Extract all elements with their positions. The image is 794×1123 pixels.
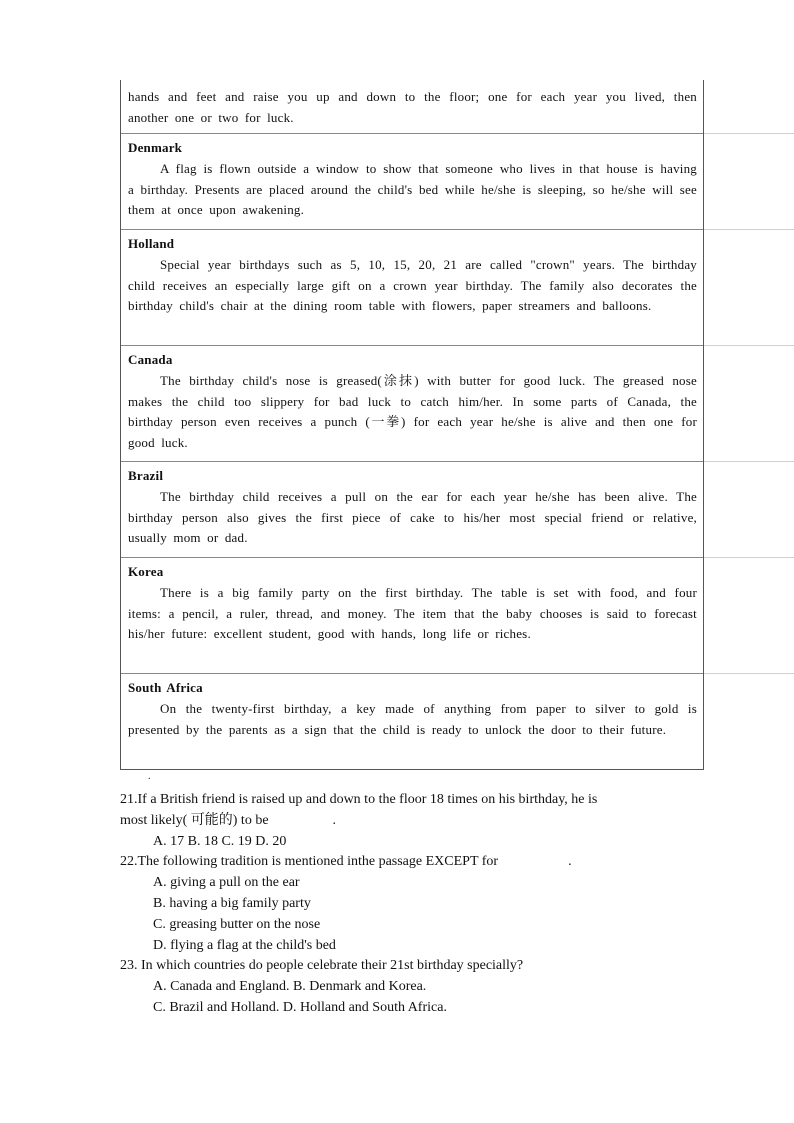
table-cell xyxy=(121,673,703,769)
table-cell xyxy=(121,80,703,133)
country-text: On the twenty-first birthday, a key made of anything from paper to silver to gold is presented by the parents as a sign that the child is ready to unlock the door to their future. xyxy=(128,700,697,737)
table-cell xyxy=(121,229,703,345)
table-cell xyxy=(121,461,703,557)
stray-dot: . xyxy=(148,771,151,782)
country-text: Special year birthdays such as 5, 10, 15, 20, 21 are called "crown" years. The birthday child receives an especially large gift on a crown year birthday. The family also decorates the birthday child's chair at the dining room table with flowers, paper streamers and balloons. xyxy=(128,256,697,314)
table-cell xyxy=(121,133,703,229)
table-cell xyxy=(121,557,703,673)
country-name: Korea xyxy=(128,564,164,579)
table-extension-line xyxy=(702,557,794,674)
question-21-line-1: 21.If a British friend is raised up and down to the floor 18 times on his birthday, he is xyxy=(120,792,598,807)
country-text: hands and feet and raise you up and down to the floor; one for each year you lived, then another one or two for luck. xyxy=(128,89,697,125)
table-extension-line xyxy=(702,133,794,230)
table-extension-line xyxy=(702,80,794,134)
country-text: The birthday child receives a pull on the ear for each year he/she has been alive. The birthday person also gives the first piece of cake to his/her most special friend or relative, usually mom or dad. xyxy=(128,488,697,546)
question-23-option: A. Canada and England. B. Denmark and Korea. xyxy=(153,979,427,995)
question-23-option: C. Brazil and Holland. D. Holland and South Africa. xyxy=(153,999,447,1015)
question-22-option: A. giving a pull on the ear xyxy=(153,875,300,891)
birthday-traditions-table xyxy=(120,80,704,770)
question-21-line-2: most likely( 可能的) to be . xyxy=(120,812,337,828)
country-name: South Africa xyxy=(128,680,203,695)
country-text: There is a big family party on the first birthday. The table is set with food, and four items: a pencil, a ruler, thread, and money. The item that the baby chooses is said to forecast his/her future: excellent student, good with hands, long life or riches. xyxy=(128,584,697,642)
country-name: Canada xyxy=(128,352,173,367)
questions-section xyxy=(120,790,680,1019)
table-extension-line xyxy=(702,229,794,346)
table-cell xyxy=(121,345,703,461)
table-extension-line xyxy=(702,461,794,558)
country-name: Denmark xyxy=(128,140,183,155)
question-23: 23. In which countries do people celebrate their 21st birthday specially? xyxy=(120,958,524,974)
question-22-option: D. flying a flag at the child's bed xyxy=(153,937,336,953)
question-22-option: B. having a big family party xyxy=(153,895,311,911)
country-name: Holland xyxy=(128,236,175,251)
question-21-options: A. 17 B. 18 C. 19 D. 20 xyxy=(153,833,287,849)
country-text: A flag is flown outside a window to show that someone who lives in that house is having a birthday. Presents are placed around the child's bed while he/she is sleeping, so he/she will see them at once upon awakening. xyxy=(128,160,697,218)
country-text: The birthday child's nose is greased(涂抹) with butter for good luck. The greased nose makes the child too slippery for bad luck to catch him/her. In some parts of Canada, the birthday person even receives a punch (一拳) for each year he/she is alive and then one for good luck. xyxy=(128,372,697,451)
question-22-option: C. greasing butter on the nose xyxy=(153,916,321,932)
question-22: 22.The following tradition is mentioned inthe passage EXCEPT for . xyxy=(120,854,572,870)
country-name: Brazil xyxy=(128,468,164,483)
table-extension-line xyxy=(702,345,794,462)
